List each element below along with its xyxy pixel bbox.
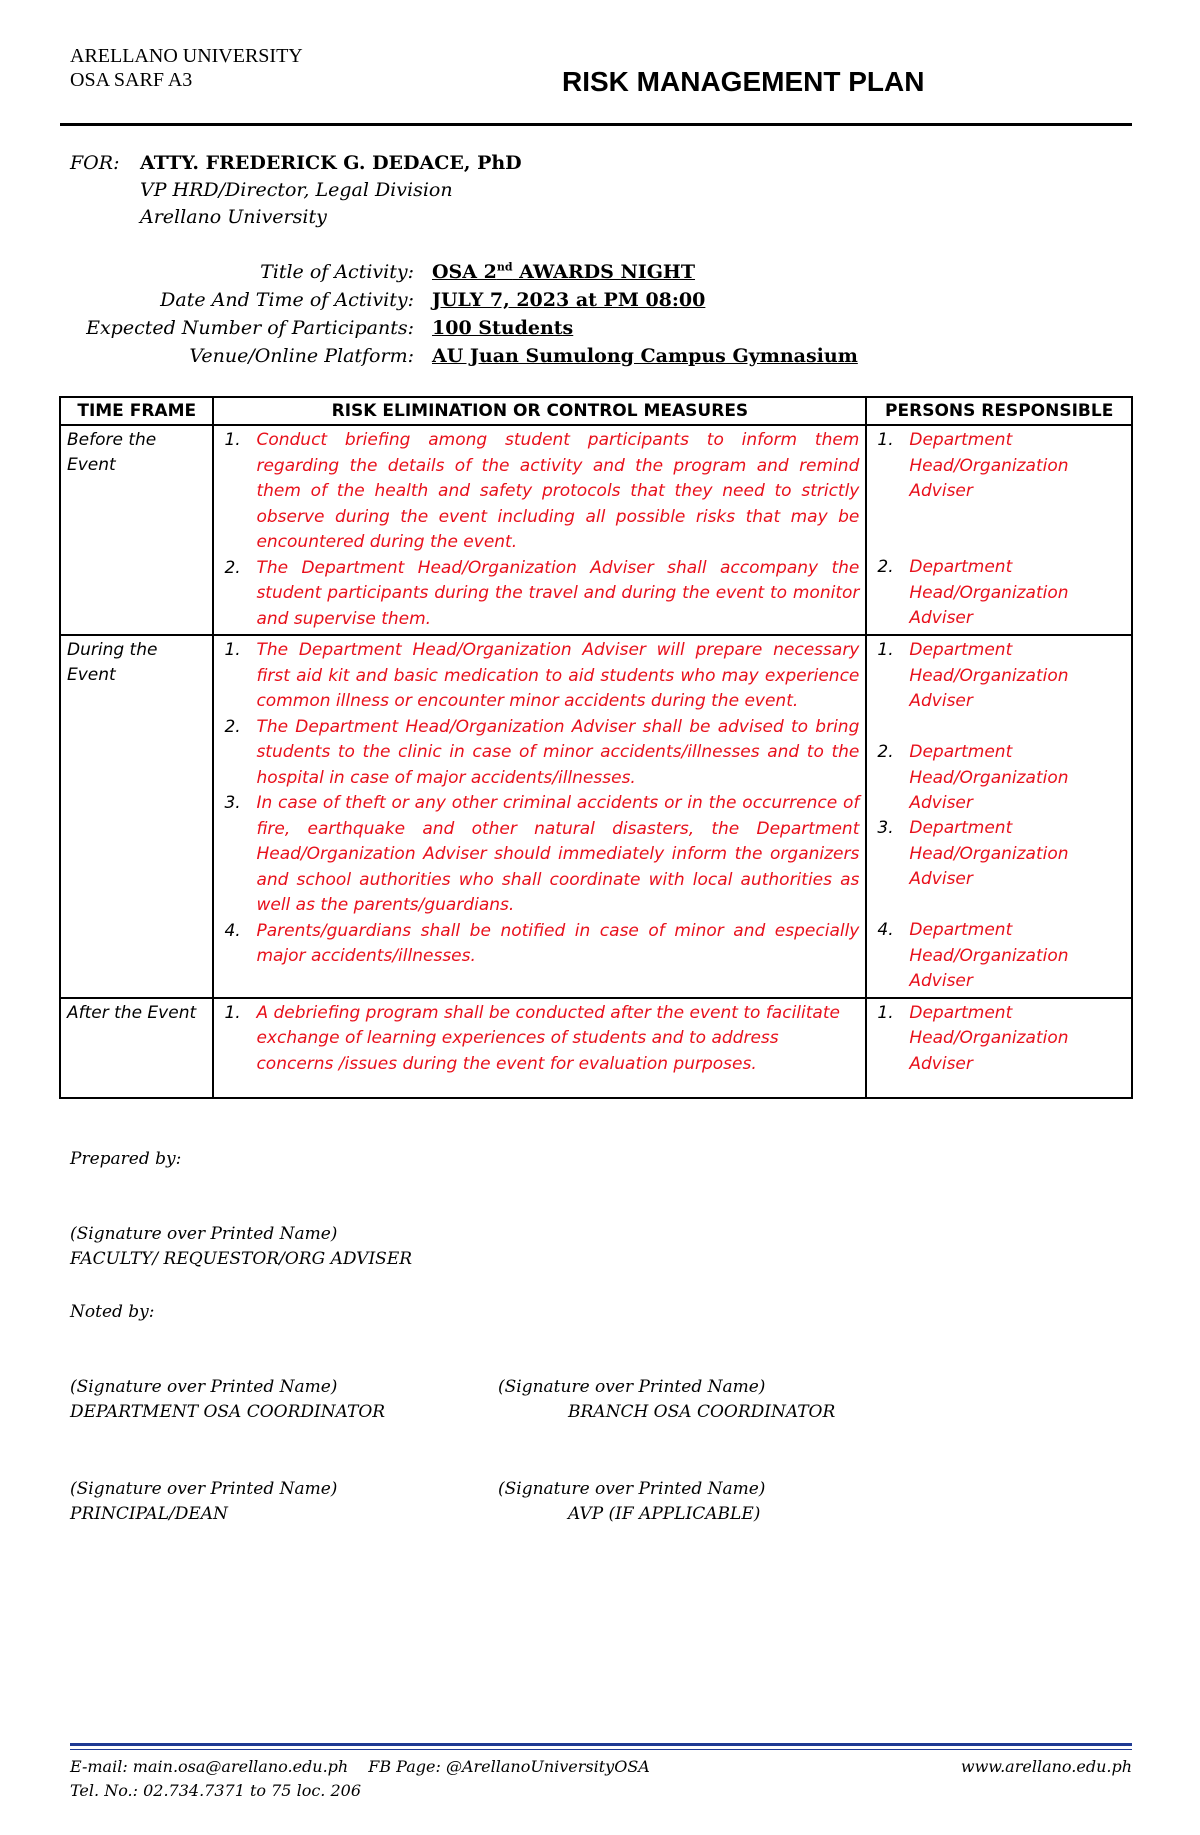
participants-label: Expected Number of Participants: <box>86 317 414 339</box>
prepared-by-label: Prepared by: <box>70 1149 182 1169</box>
col-header-time-frame: TIME FRAME <box>60 397 213 425</box>
activity-title-label: Title of Activity: <box>260 261 414 283</box>
org-header <box>70 44 303 92</box>
footer-tel: Tel. No.: 02.734.7371 to 75 loc. 206 <box>70 1781 361 1800</box>
header-divider <box>60 123 1132 126</box>
persons-cell <box>866 635 1132 998</box>
person-item: 2. Department Head/Organization Adviser <box>877 557 1069 628</box>
signatory-role: BRANCH OSA COORDINATOR <box>568 1402 836 1422</box>
addressee-position: VP HRD/Director, Legal Division <box>140 179 453 201</box>
form-code: OSA SARF A3 <box>70 69 193 91</box>
time-frame-cell: After the Event <box>60 998 213 1098</box>
persons-cell <box>866 425 1132 635</box>
datetime-value: JULY 7, 2023 at PM 08:00 <box>432 289 706 311</box>
measure-item: 3. In case of theft or any other criminal accidents or in the occurrence of fire, earthquake and other natural disasters, the Department Head/Organization Adviser should immediately inform the organizers and school authorities who shall coordinate with local authorities as well as the parents/guardians. <box>224 793 860 915</box>
measure-item: 2. The Department Head/Organization Adviser shall accompany the student participants during the travel and during the event to monitor and supervise them. <box>224 557 860 629</box>
footer-divider-thin <box>70 1749 1132 1750</box>
person-item: 3. Department Head/Organization Adviser <box>877 818 1069 889</box>
measure-item: 1. Conduct briefing among student participants to inform them regarding the details of the activity and the program and remind them of the health and safety protocols that they need to strictly observe during the event including all possible risks that may be encountered during the event. <box>224 430 860 552</box>
signature-principal <box>70 1477 337 1527</box>
signatory-role: PRINCIPAL/DEAN <box>70 1504 228 1524</box>
measures-cell <box>213 635 866 998</box>
page-title: RISK MANAGEMENT PLAN <box>562 66 925 97</box>
signatory-role: DEPARTMENT OSA COORDINATOR <box>70 1402 386 1422</box>
signature-faculty <box>70 1222 412 1272</box>
person-item: 1. Department Head/Organization Adviser <box>877 430 1069 501</box>
col-header-persons: PERSONS RESPONSIBLE <box>866 397 1132 425</box>
noted-by-label: Noted by: <box>70 1302 155 1322</box>
measure-item: 1. The Department Head/Organization Adviser will prepare necessary first aid kit and basic medication to aid students who may experience common illness or encounter minor accidents during the event. <box>224 640 860 711</box>
table-row <box>60 635 1132 998</box>
org-name: ARELLANO UNIVERSITY <box>70 45 303 67</box>
risk-table <box>59 396 1133 1099</box>
activity-title-value: OSA 2nd AWARDS NIGHT <box>432 260 696 283</box>
table-header-row <box>60 397 1132 425</box>
signatory-role: FACULTY/ REQUESTOR/ORG ADVISER <box>70 1249 413 1269</box>
signature-line: (Signature over Printed Name) <box>70 1224 338 1244</box>
measure-item: 2. The Department Head/Organization Adviser shall be advised to bring students to the clinic in case of minor accidents/illnesses and to the hospital in case of major accidents/illnesses. <box>224 716 860 788</box>
venue-value: AU Juan Sumulong Campus Gymnasium <box>432 345 858 367</box>
table-row <box>60 998 1132 1098</box>
for-label: FOR: <box>70 152 120 174</box>
table-row <box>60 425 1132 635</box>
time-frame-cell: Before the Event <box>60 425 213 635</box>
addressee-institution: Arellano University <box>140 206 327 228</box>
signature-line: (Signature over Printed Name) <box>70 1479 338 1499</box>
time-frame-cell: During the Event <box>60 635 213 998</box>
measure-item: 1. A debriefing program shall be conducted after the event to facilitate exchange of learning experiences of students and to address concerns /issues during the event for evaluation purposes. <box>224 1002 840 1074</box>
col-header-measures: RISK ELIMINATION OR CONTROL MEASURES <box>213 397 866 425</box>
footer-website: www.arellano.edu.ph <box>960 1757 1132 1776</box>
person-item: 1. Department Head/Organization Adviser <box>877 1002 1069 1074</box>
person-item: 4. Department Head/Organization Adviser <box>877 920 1069 991</box>
measures-cell <box>213 425 866 635</box>
measures-cell <box>213 998 866 1098</box>
signature-avp <box>498 1477 765 1527</box>
persons-cell <box>866 998 1132 1098</box>
signature-line: (Signature over Printed Name) <box>70 1377 338 1397</box>
footer-divider <box>70 1743 1132 1746</box>
addressee-block <box>70 150 522 231</box>
participants-value: 100 Students <box>432 317 574 339</box>
signature-dept-coordinator <box>70 1375 385 1425</box>
venue-label: Venue/Online Platform: <box>189 345 414 367</box>
activity-details <box>60 258 858 370</box>
signature-line: (Signature over Printed Name) <box>498 1377 766 1397</box>
datetime-label: Date And Time of Activity: <box>160 289 414 311</box>
signature-line: (Signature over Printed Name) <box>498 1479 766 1499</box>
signature-branch-coordinator <box>498 1375 835 1425</box>
person-item: 2. Department Head/Organization Adviser <box>877 742 1069 813</box>
footer-email: E-mail: main.osa@arellano.edu.ph <box>70 1757 349 1776</box>
person-item: 1. Department Head/Organization Adviser <box>877 640 1069 711</box>
footer-contact <box>70 1755 650 1803</box>
signatory-role: AVP (IF APPLICABLE) <box>568 1504 761 1524</box>
measure-item: 4. Parents/guardians shall be notified in case of minor and especially major accidents/illnesses. <box>224 920 860 966</box>
addressee-name: ATTY. FREDERICK G. DEDACE, PhD <box>140 152 522 174</box>
footer-fb: FB Page: @ArellanoUniversityOSA <box>368 1757 650 1776</box>
